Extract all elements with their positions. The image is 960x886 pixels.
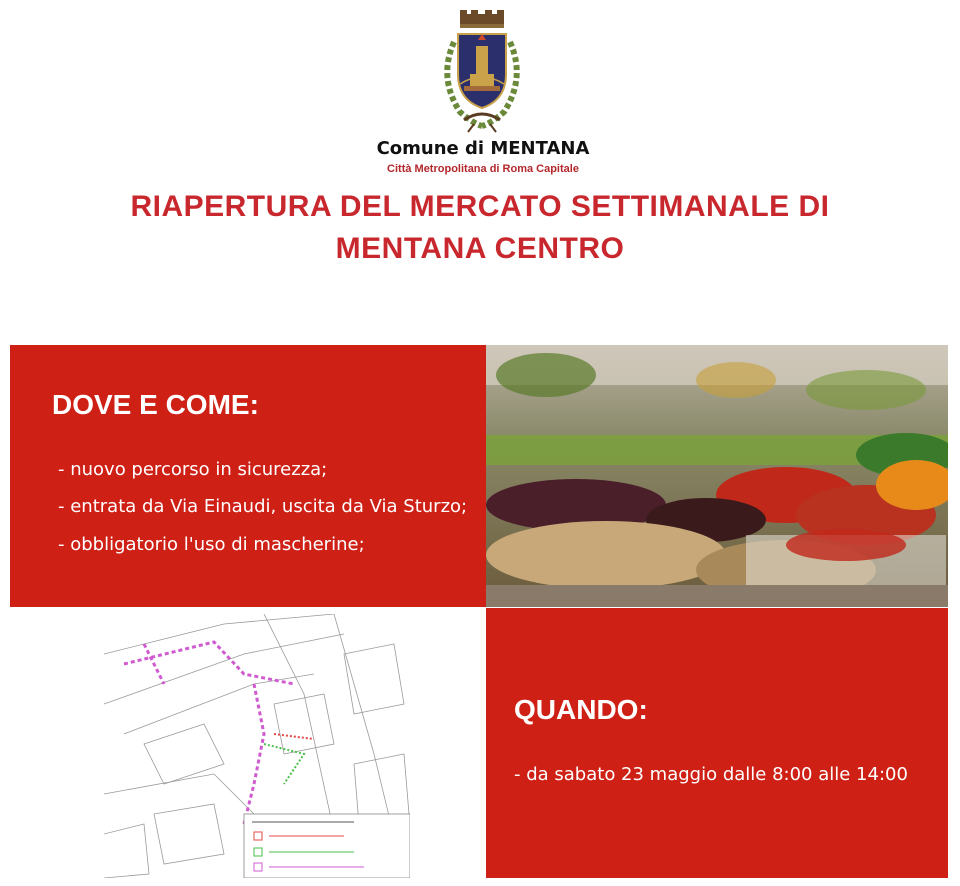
municipality-name: Comune di MENTANA xyxy=(376,138,590,159)
region-name: Città Metropolitana di Roma Capitale xyxy=(387,163,579,175)
market-photo xyxy=(486,345,948,607)
page-title xyxy=(100,186,860,270)
dove-item-1: - nuovo percorso in sicurezza; xyxy=(58,459,328,480)
quando-panel xyxy=(486,608,948,878)
coat-of-arms-icon xyxy=(434,8,530,134)
dove-item-2: - entrata da Via Einaudi, uscita da Via Sturzo; xyxy=(58,496,468,517)
dove-e-come-panel xyxy=(10,345,486,607)
title-line-1: RIAPERTURA DEL MERCATO SETTIMANALE DI xyxy=(130,190,830,223)
dove-heading: DOVE E COME: xyxy=(52,389,259,420)
market-site-plan xyxy=(104,614,410,878)
quando-heading: QUANDO: xyxy=(514,694,648,725)
dove-item-3: - obbligatorio l'uso di mascherine; xyxy=(58,534,365,555)
quando-detail: - da sabato 23 maggio dalle 8:00 alle 14:00 xyxy=(514,764,908,785)
title-line-2: MENTANA CENTRO xyxy=(335,232,625,265)
